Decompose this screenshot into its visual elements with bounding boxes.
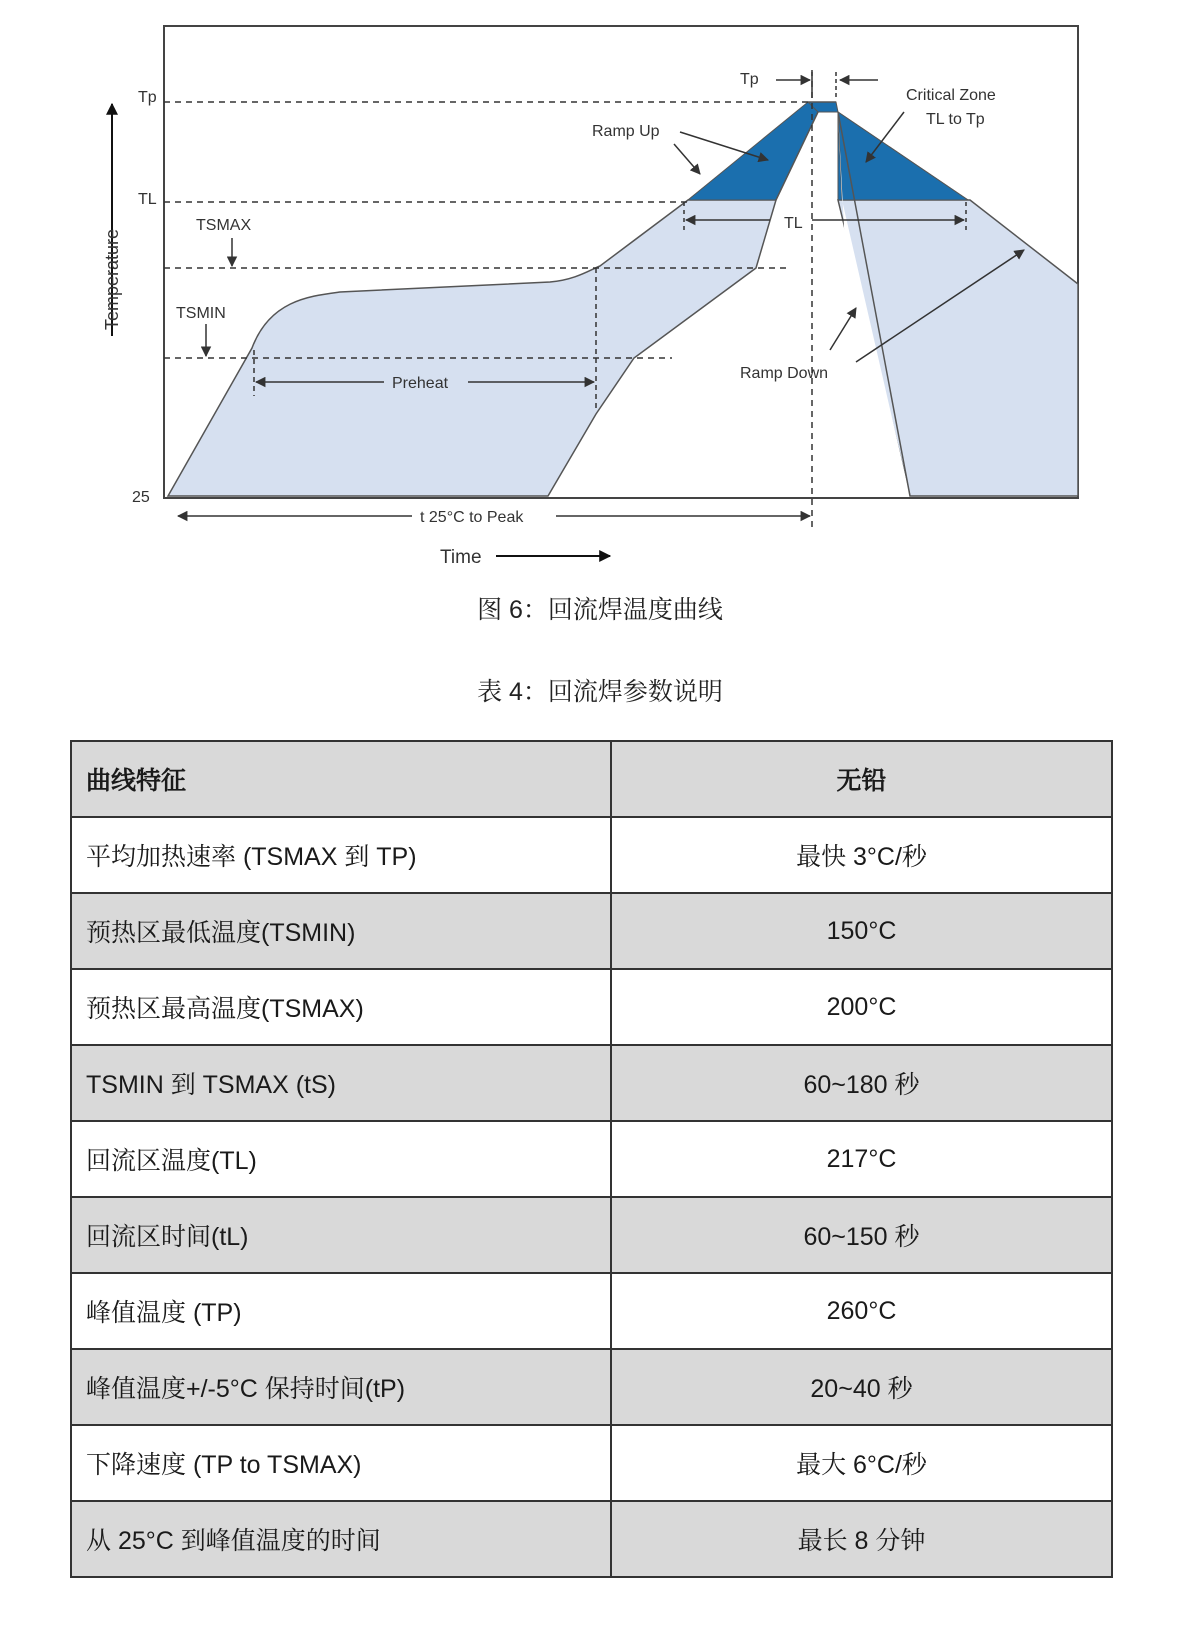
- tick-tl: TL: [138, 191, 157, 208]
- row-label: 峰值温度 (TP): [71, 1273, 611, 1349]
- row-label: 回流区时间(tL): [71, 1197, 611, 1273]
- row-label: TSMIN 到 TSMAX (tS): [71, 1045, 611, 1121]
- header-lead-free: 无铅: [611, 741, 1112, 817]
- tick-tp: Tp: [138, 89, 157, 106]
- label-ramp-down: Ramp Down: [740, 365, 829, 382]
- table-row: [71, 1197, 1112, 1273]
- row-label: 预热区最高温度(TSMAX): [71, 969, 611, 1045]
- table-row: [71, 1045, 1112, 1121]
- row-label: 从 25°C 到峰值温度的时间: [71, 1501, 611, 1577]
- row-value: 217°C: [611, 1121, 1112, 1197]
- x-axis-label: Time: [440, 547, 482, 568]
- label-tp-width: Tp: [740, 71, 759, 88]
- table-row: [71, 1273, 1112, 1349]
- row-value: 60~150 秒: [611, 1197, 1112, 1273]
- table-row: [71, 893, 1112, 969]
- reflow-profile-figure: [0, 0, 1200, 580]
- row-value: 最大 6°C/秒: [611, 1425, 1112, 1501]
- row-value: 最长 8 分钟: [611, 1501, 1112, 1577]
- row-label: 平均加热速率 (TSMAX 到 TP): [71, 817, 611, 893]
- y-axis-label: Temperature: [102, 228, 122, 330]
- label-time-to-peak: t 25°C to Peak: [420, 509, 524, 526]
- table-row: [71, 969, 1112, 1045]
- row-value: 260°C: [611, 1273, 1112, 1349]
- row-value: 150°C: [611, 893, 1112, 969]
- table-row: [71, 1349, 1112, 1425]
- row-label: 回流区温度(TL): [71, 1121, 611, 1197]
- label-ramp-up: Ramp Up: [592, 123, 660, 140]
- row-value: 最快 3°C/秒: [611, 817, 1112, 893]
- label-tl-span: TL: [784, 215, 803, 232]
- row-label: 下降速度 (TP to TSMAX): [71, 1425, 611, 1501]
- tick-tsmin: TSMIN: [176, 305, 226, 322]
- row-value: 20~40 秒: [611, 1349, 1112, 1425]
- row-value: 60~180 秒: [611, 1045, 1112, 1121]
- row-value: 200°C: [611, 969, 1112, 1045]
- table-row: [71, 1425, 1112, 1501]
- row-label: 峰值温度+/-5°C 保持时间(tP): [71, 1349, 611, 1425]
- reflow-parameter-table: [70, 740, 1113, 1578]
- label-critical-zone: Critical Zone: [906, 87, 996, 104]
- row-label: 预热区最低温度(TSMIN): [71, 893, 611, 969]
- tick-25: 25: [132, 489, 150, 506]
- table-caption: 表 4：回流焊参数说明: [477, 678, 723, 706]
- header-curve-feature: 曲线特征: [71, 741, 611, 817]
- label-preheat: Preheat: [392, 375, 449, 392]
- tick-tsmax: TSMAX: [196, 217, 252, 234]
- figure-caption: 图 6：回流焊温度曲线: [477, 596, 723, 624]
- label-tl-to-tp: TL to Tp: [926, 111, 985, 128]
- table-header-row: [71, 741, 1112, 817]
- table-row: [71, 1121, 1112, 1197]
- table-row: [71, 817, 1112, 893]
- table-row: [71, 1501, 1112, 1577]
